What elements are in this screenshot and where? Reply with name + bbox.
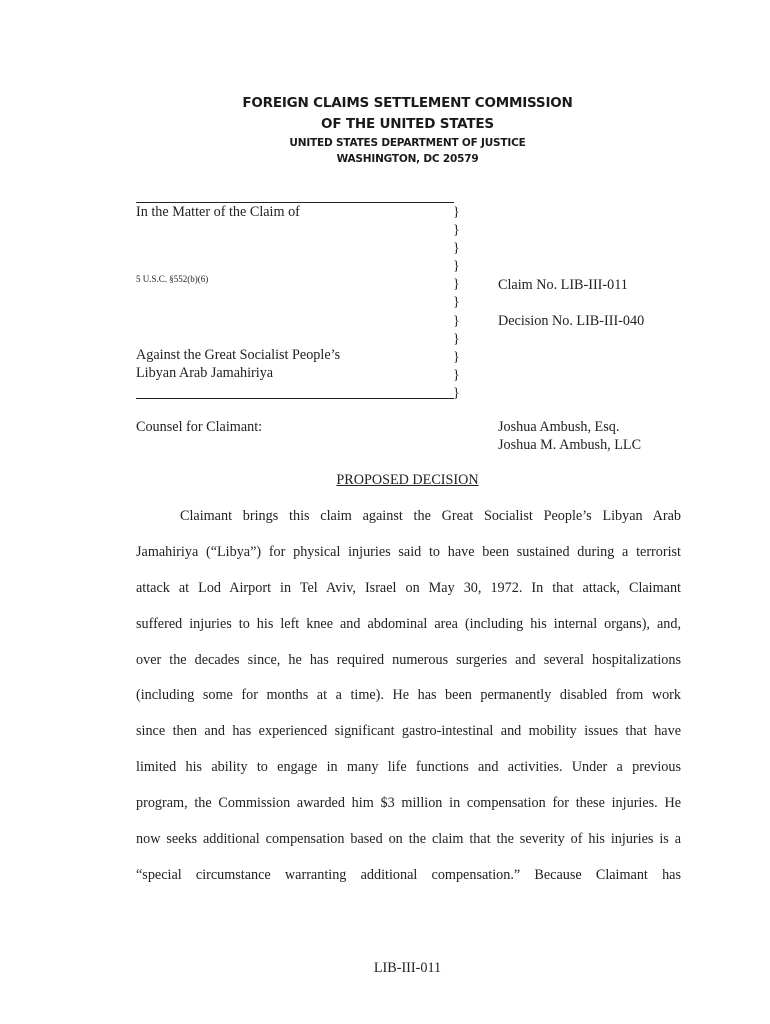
agency-title-line-1: FOREIGN CLAIMS SETTLEMENT COMMISSION: [242, 95, 573, 111]
page-footer: LIB-III-011: [373, 960, 442, 976]
body-line: (including some for months at a time). He has been permanently disabled from work: [136, 687, 681, 704]
body-line: program, the Commission awarded him $3 million in compensation for these injuries. He: [136, 795, 681, 812]
counsel-label: Counsel for Claimant:: [136, 419, 263, 435]
body-line: attack at Lod Airport in Tel Aviv, Israel on May 30, 1972. In that attack, Claimant: [136, 579, 681, 596]
body-line: limited his ability to engage in many life functions and activities. Under a previous: [136, 759, 681, 776]
brace: }: [453, 241, 460, 257]
body-line: “special circumstance warranting additional compensation.” Because Claimant has: [136, 866, 681, 883]
caption-bottom-rule: [136, 398, 454, 399]
brace: }: [453, 385, 460, 401]
claim-number: Claim No. LIB-III-011: [498, 277, 628, 293]
caption-braces: [453, 204, 465, 403]
body-line: Claimant brings this claim against the Great Socialist People’s Libyan Arab: [180, 508, 681, 524]
caption-against-line-2: Libyan Arab Jamahiriya: [136, 365, 274, 381]
body-line: Jamahiriya (“Libya”) for physical injuries said to have been sustained during a terrorist: [136, 543, 681, 560]
brace: }: [453, 205, 460, 220]
agency-title-line-2: OF THE UNITED STATES: [321, 116, 494, 132]
brace: }: [453, 367, 460, 383]
document-title: PROPOSED DECISION: [336, 472, 479, 488]
brace: }: [453, 349, 460, 365]
body-line: over the decades since, he has required numerous surgeries and several hospitalizations: [136, 651, 681, 668]
brace: }: [453, 259, 460, 275]
counsel-name: Joshua Ambush, Esq.: [498, 419, 620, 435]
address-line: WASHINGTON, DC 20579: [336, 153, 479, 165]
brace: }: [453, 313, 460, 329]
brace: }: [453, 331, 460, 347]
body-paragraph: [136, 505, 681, 900]
body-line: since then and has experienced significant gastro-intestinal and mobility issues that have: [136, 723, 681, 740]
brace: }: [453, 295, 460, 311]
caption-matter: In the Matter of the Claim of: [136, 204, 300, 220]
caption-top-rule: [136, 202, 454, 203]
redaction-notice: 5 U.S.C. §552(b)(6): [136, 274, 209, 284]
body-line: now seeks additional compensation based on the claim that the severity of his injuries is a: [136, 831, 681, 848]
department-line: UNITED STATES DEPARTMENT OF JUSTICE: [289, 137, 526, 149]
brace: }: [453, 223, 460, 239]
caption-against-line-1: Against the Great Socialist People’s: [136, 347, 341, 363]
body-line: suffered injuries to his left knee and abdominal area (including his internal organs), and,: [136, 615, 681, 632]
brace: }: [453, 277, 460, 293]
decision-number: Decision No. LIB-III-040: [498, 313, 645, 329]
counsel-firm: Joshua M. Ambush, LLC: [498, 437, 642, 453]
